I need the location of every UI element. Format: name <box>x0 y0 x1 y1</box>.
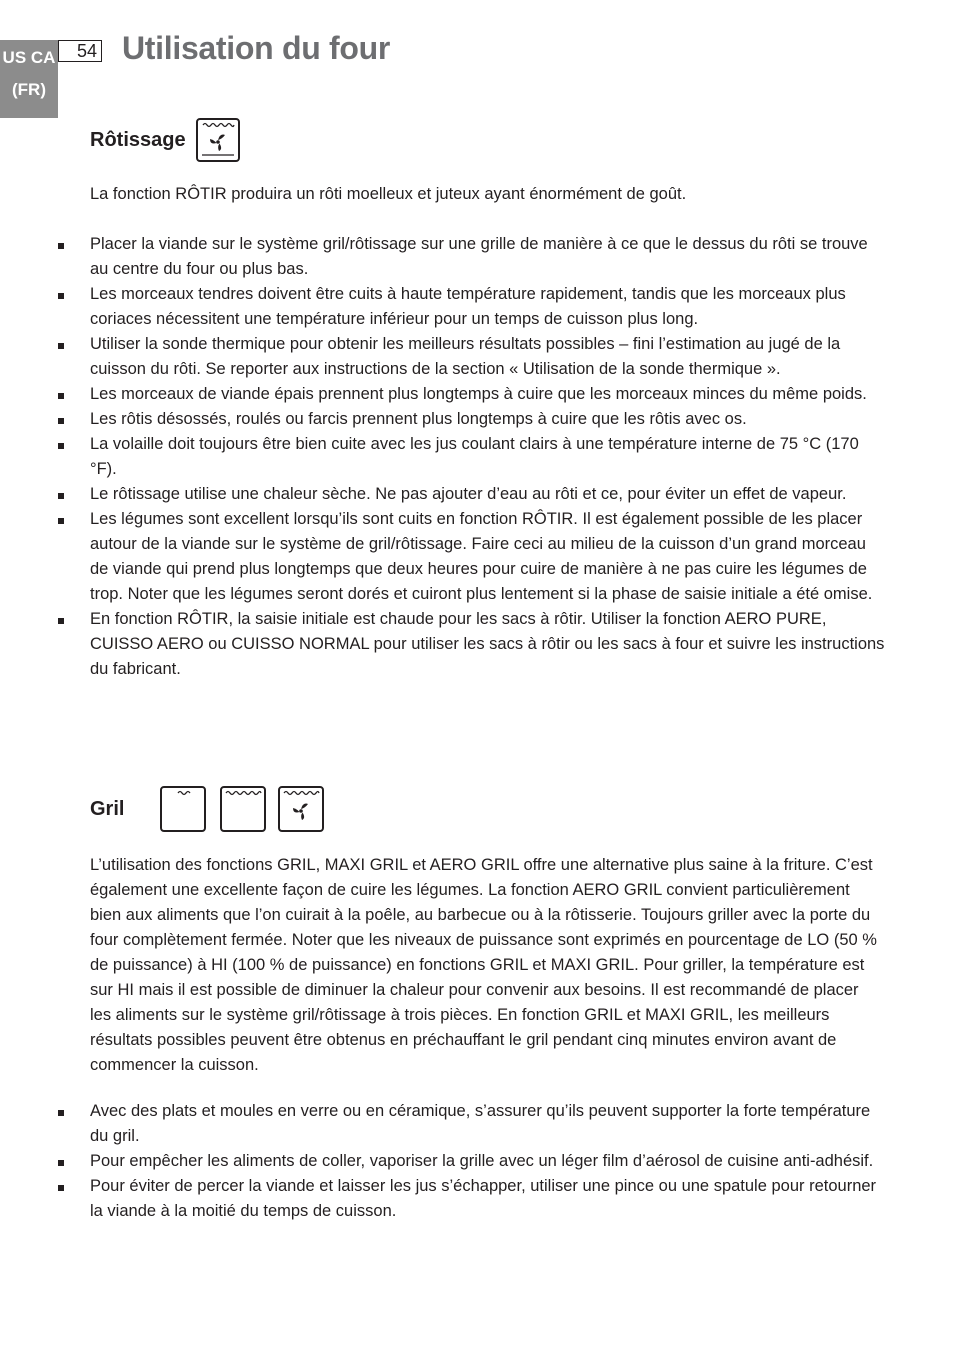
list-item: Les morceaux tendres doivent être cuits à haute température rapidement, tandis que les morceaux plus coriaces nécessitent une température inférieur pour un temps de cuisson plus long. <box>56 282 886 332</box>
roasting-intro: La fonction RÔTIR produira un rôti moelleux et juteux ayant énormément de goût. <box>90 185 687 203</box>
roasting-heading: Rôtissage <box>90 128 186 151</box>
oven-grill-icon <box>160 786 206 832</box>
grill-heading-row <box>90 786 324 832</box>
oven-maxi-grill-icon <box>220 786 266 832</box>
oven-fan-grill-icon <box>196 118 240 162</box>
list-item: La volaille doit toujours être bien cuite avec les jus coulant clairs à une température interne de 75 °C (170 °F). <box>56 432 886 482</box>
grill-intro: L’utilisation des fonctions GRIL, MAXI GRIL et AERO GRIL offre une alternative plus saine à la friture. C’est également une excellente façon de cuire les légumes. La fonction AERO GRIL convient particulièrement bien aux aliments que l’on cuirait à la poêle, au barbecue ou à la rôtisserie. Toujours griller avec la porte du four complètement fermée. Noter que les niveaux de puissance sont exprimés en pourcentage de LO (50 % de puissance) à HI (100 % de puissance) en fonctions GRIL et MAXI GRIL. Pour griller, la température est sur HI mais il est possible de diminuer la chaleur pour convenir aux besoins. Il est recommandé de placer les aliments sur le système gril/rôtissage à trois pièces. En fonction GRIL et MAXI GRIL, les meilleurs résultats possibles peuvent être obtenus en préchauffant le gril pendant cinq minutes environ avant de commencer la cuisson. <box>90 856 877 1074</box>
list-item: Pour empêcher les aliments de coller, vaporiser la grille avec un léger film d’aérosol de cuisine anti-adhésif. <box>56 1149 886 1174</box>
list-item: Avec des plats et moules en verre ou en céramique, s’assurer qu’ils peuvent supporter la forte température du gril. <box>56 1099 886 1149</box>
list-item: Les morceaux de viande épais prennent plus longtemps à cuire que les morceaux minces du même poids. <box>56 382 886 407</box>
roasting-heading-row <box>90 118 240 162</box>
region-label: US CA <box>2 48 56 67</box>
oven-aero-grill-icon <box>278 786 324 832</box>
list-item: Les rôtis désossés, roulés ou farcis prennent plus longtemps à cuire que les rôtis avec os. <box>56 407 886 432</box>
grill-bullet-list <box>56 1099 886 1224</box>
page-number: 54 <box>58 40 102 62</box>
roasting-bullet-list <box>56 232 886 682</box>
page-title: Utilisation du four <box>122 30 391 66</box>
list-item: Le rôtissage utilise une chaleur sèche. Ne pas ajouter d’eau au rôti et ce, pour éviter un effet de vapeur. <box>56 482 886 507</box>
list-item: En fonction RÔTIR, la saisie initiale est chaude pour les sacs à rôtir. Utiliser la fonction AERO PURE, CUISSO AERO ou CUISSO NORMAL pour utiliser les sacs à rôtir ou les sacs à four et suivre les instructions du fabricant. <box>56 607 886 682</box>
language-label: (FR) <box>12 80 46 99</box>
grill-heading: Gril <box>90 797 125 820</box>
list-item: Placer la viande sur le système gril/rôtissage sur une grille de manière à ce que le dessus du rôti se trouve au centre du four ou plus bas. <box>56 232 886 282</box>
list-item: Pour éviter de percer la viande et laisser les jus s’échapper, utiliser une pince ou une spatule pour retourner la viande à la moitié du temps de cuisson. <box>56 1174 886 1224</box>
list-item: Les légumes sont excellent lorsqu’ils sont cuits en fonction RÔTIR. Il est également possible de les placer autour de la viande sur le système de gril/rôtissage. Faire ceci au milieu de la cuisson d’un grand morceau de viande qui prend plus longtemps que deux heures pour cuire de manière à ne pas cuire les légumes de trop. Noter que les légumes seront dorés et cuiront plus lentement si la phase de saisie initiale a été omise. <box>56 507 886 607</box>
list-item: Utiliser la sonde thermique pour obtenir les meilleurs résultats possibles – fini l’estimation au jugé de la cuisson du rôti. Se reporter aux instructions de la section « Utilisation de la sonde thermique ». <box>56 332 886 382</box>
region-tab <box>0 40 58 118</box>
